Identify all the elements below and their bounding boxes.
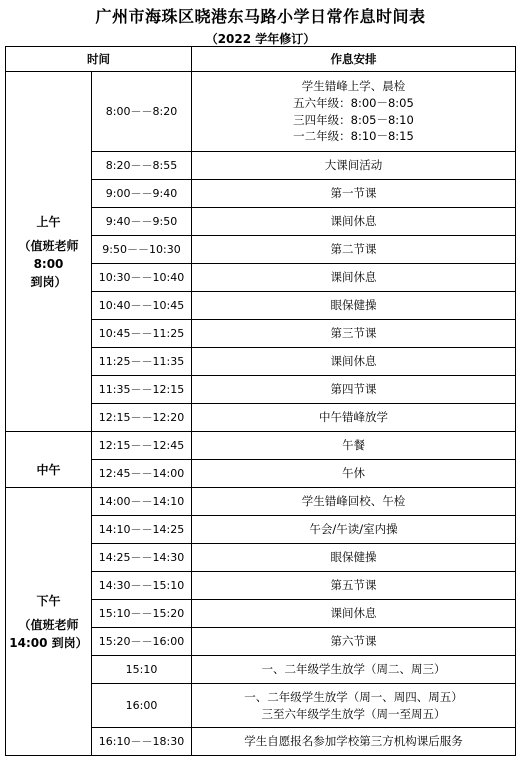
time-cell: 9:40－－9:50 — [92, 208, 192, 236]
time-cell: 12:45－－14:00 — [92, 460, 192, 488]
period-note-line: 14:00 到岗） — [9, 635, 88, 650]
activity-cell: 学生自愿报名参加学校第三方机构课后服务 — [192, 728, 516, 756]
time-cell: 12:15－－12:45 — [92, 432, 192, 460]
table-header-row — [6, 47, 516, 72]
time-cell: 15:10－－15:20 — [92, 600, 192, 628]
time-cell: 15:20－－16:00 — [92, 628, 192, 656]
time-cell: 14:30－－15:10 — [92, 572, 192, 600]
activity-cell: 学生错峰回校、午检 — [192, 488, 516, 516]
period-name: 下午 — [36, 593, 61, 608]
activity-cell: 课间休息 — [192, 264, 516, 292]
period-name: 上午 — [36, 214, 61, 229]
schedule-table — [5, 46, 516, 756]
activity-cell: 眼保健操 — [192, 292, 516, 320]
activity-cell: 午餐 — [192, 432, 516, 460]
activity-cell: 第六节课 — [192, 628, 516, 656]
activity-cell: 午会/午读/室内操 — [192, 516, 516, 544]
period-name: 中午 — [36, 463, 61, 477]
table-row — [6, 432, 516, 460]
header-activity: 作息安排 — [192, 47, 516, 72]
activity-line: 学生错峰上学、晨检 — [301, 79, 406, 94]
activity-cell: 第一节课 — [192, 180, 516, 208]
time-cell: 8:20－－8:55 — [92, 152, 192, 180]
period-afternoon — [6, 488, 92, 756]
activity-cell — [192, 684, 516, 728]
activity-line: 一、二年级学生放学（周一、周四、周五） — [244, 689, 463, 704]
time-cell: 14:25－－14:30 — [92, 544, 192, 572]
activity-cell: 第五节课 — [192, 572, 516, 600]
time-cell: 9:50－－10:30 — [92, 236, 192, 264]
period-note-line: 8:00 — [33, 256, 64, 271]
activity-cell: 中午错峰放学 — [192, 404, 516, 432]
activity-cell: 第二节课 — [192, 236, 516, 264]
period-morning — [6, 72, 92, 432]
activity-cell: 第三节课 — [192, 320, 516, 348]
header-time: 时间 — [6, 47, 192, 72]
time-cell: 14:00－－14:10 — [92, 488, 192, 516]
time-cell: 14:10－－14:25 — [92, 516, 192, 544]
table-row — [6, 488, 516, 516]
activity-line: 一二年级：8:10－8:15 — [293, 129, 414, 144]
time-cell: 16:10－－18:30 — [92, 728, 192, 756]
activity-line: 三至六年级学生放学（周一至周五） — [261, 706, 446, 721]
period-note-line: 到岗） — [30, 274, 67, 289]
activity-cell: 午休 — [192, 460, 516, 488]
table-row — [6, 72, 516, 152]
activity-cell: 课间休息 — [192, 208, 516, 236]
period-note-line: （值班老师 — [18, 238, 79, 253]
time-cell: 11:35－－12:15 — [92, 376, 192, 404]
activity-cell: 课间休息 — [192, 348, 516, 376]
time-cell: 10:45－－11:25 — [92, 320, 192, 348]
activity-cell: 第四节课 — [192, 376, 516, 404]
activity-cell — [192, 72, 516, 152]
activity-cell: 一、二年级学生放学（周二、周三） — [192, 656, 516, 684]
time-cell: 12:15－－12:20 — [92, 404, 192, 432]
activity-line: 五六年级：8:00－8:05 — [293, 95, 414, 110]
time-cell: 10:30－－10:40 — [92, 264, 192, 292]
activity-cell: 眼保健操 — [192, 544, 516, 572]
time-cell: 9:00－－9:40 — [92, 180, 192, 208]
activity-cell: 大课间活动 — [192, 152, 516, 180]
time-cell: 11:25－－11:35 — [92, 348, 192, 376]
activity-line: 三四年级：8:05－8:10 — [293, 112, 414, 127]
activity-cell: 课间休息 — [192, 600, 516, 628]
period-note-line: （值班老师 — [18, 617, 79, 632]
time-cell: 8:00－－8:20 — [92, 72, 192, 152]
page-subtitle: （2022 学年修订） — [205, 32, 316, 46]
period-noon — [6, 432, 92, 488]
time-cell: 15:10 — [92, 656, 192, 684]
page-title: 广州市海珠区晓港东马路小学日常作息时间表 — [95, 7, 426, 26]
time-cell: 10:40－－10:45 — [92, 292, 192, 320]
time-cell: 16:00 — [92, 684, 192, 728]
